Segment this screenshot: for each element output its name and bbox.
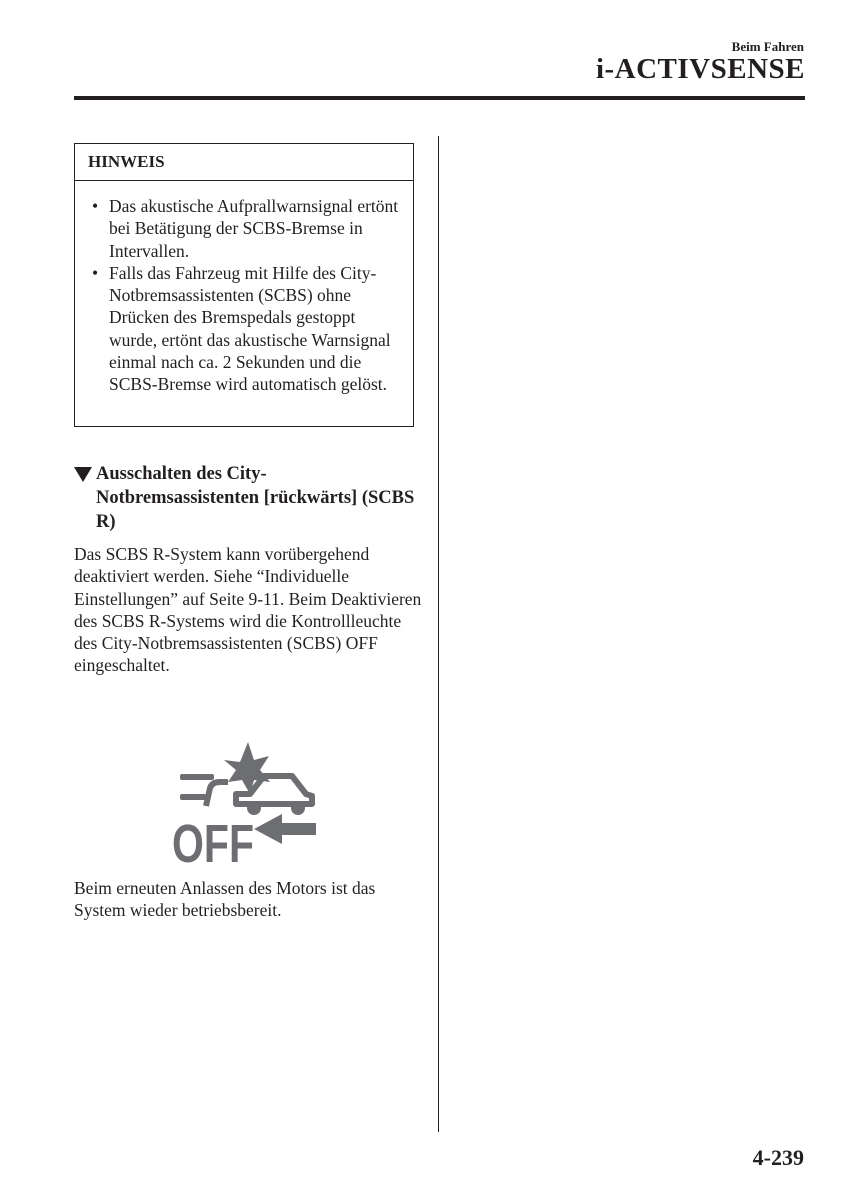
body-paragraph: Das SCBS R-System kann vorübergehend deaktiviert werden. Siehe “Individuelle Einstellungen” auf Seite 9-11. Beim Deaktivieren des SCBS R-Systems wird die Kontrollleuchte des City-Notbremsassistenten (SCBS) OFF eingeschaltet.	[74, 544, 422, 676]
list-item	[89, 195, 403, 262]
scbs-off-indicator-graphic	[170, 738, 322, 866]
arrow-shaft-icon	[282, 823, 316, 835]
note-list	[75, 181, 413, 396]
speed-line-icon	[180, 774, 214, 780]
bullet-icon: •	[92, 196, 99, 216]
rear-car-icon	[206, 782, 228, 806]
wheel-icon	[247, 801, 261, 815]
section-heading-text: Ausschalten des City-Notbremsassistenten [rückwärts] (SCBS R)	[96, 464, 415, 532]
body-paragraph: Beim erneuten Anlassen des Motors ist das System wieder betriebsbereit.	[74, 878, 376, 921]
note-title: HINWEIS	[75, 144, 413, 181]
page-number: 4-239	[752, 1145, 804, 1170]
collision-star-icon	[224, 742, 270, 794]
list-item	[89, 262, 403, 396]
bullet-icon: •	[92, 262, 99, 283]
section-heading	[74, 462, 419, 534]
note-item-text: Das akustische Aufprallwarnsignal ertönt bei Betätigung der SCBS-Bremse in Intervallen.	[109, 196, 399, 261]
arrow-head-icon	[254, 814, 282, 844]
header-rule	[74, 96, 805, 100]
column-divider	[438, 136, 439, 1132]
note-box	[74, 143, 414, 427]
indicator-off-label: OFF	[172, 814, 254, 866]
speed-line-icon	[180, 794, 206, 800]
section-label: Beim Fahren	[731, 39, 804, 54]
note-item-text: Falls das Fahrzeug mit Hilfe des City-Notbremsassistenten (SCBS) ohne Drücken des Bremspedals gestoppt wurde, ertönt das akustische Warnsignal einmal nach ca. 2 Sekunden und die SCBS-Bremse wird automatisch gelöst.	[109, 262, 391, 395]
wheel-icon	[291, 801, 305, 815]
triangle-marker-icon	[74, 467, 92, 482]
scbs-off-indicator-icon	[170, 738, 322, 866]
chapter-title: i-ACTIVSENSE	[595, 53, 805, 85]
